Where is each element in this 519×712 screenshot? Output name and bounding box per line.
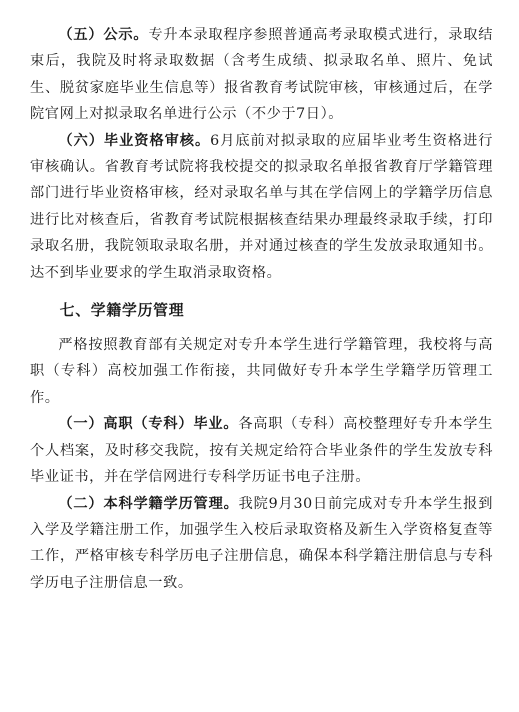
paragraph-text: 各高职（专科）高校整理好专升本学生个人档案，及时移交我院，按有关规定给符合毕业条件的学生发放专科毕业证书，并在学信网进行专科学历证书电子注册。 [30, 416, 493, 486]
paragraph-lead: （六）毕业资格审核。 [58, 132, 211, 149]
paragraph-lead: （一）高职（专科）毕业。 [58, 416, 239, 433]
paragraph-text: 严格按照教育部有关规定对专升本学生进行学籍管理，我校将与高职（专科）高校加强工作衔接，共同做好专升本学生学籍学历管理工作。 [30, 337, 493, 406]
section-heading: 七、学籍学历管理 [59, 302, 185, 320]
paragraph-text: 6月底前对拟录取的应届毕业考生资格进行审核确认。省教育考试院将我校提交的拟录取名单报省教育厅学籍管理部门进行毕业资格审核，经对录取名单与其在学信网上的学籍学历信息进行比对核查后，省教育考试院根据核查结果办理最终录取手续，打印录取名册，我院领取录取名册，并对通过核查的学生发放录取通知书。达不到毕业要求的学生取消录取资格。 [30, 132, 493, 281]
paragraph-undergraduate-records [30, 491, 493, 597]
paragraph-graduation-review [30, 128, 493, 286]
paragraph-text: 我院9月30日前完成对专升本学生报到入学及学籍注册工作，加强学生入校后录取资格及新生入学资格复查等工作，严格审核专科学历电子注册信息，确保本科学籍注册信息与专科学历电子注册信息一致。 [30, 495, 493, 591]
paragraph-vocational-graduation [30, 411, 493, 490]
paragraph-lead: （五）公示。 [58, 27, 149, 43]
paragraph-lead: （二）本科学籍学历管理。 [58, 495, 239, 512]
paragraph-intro [30, 332, 493, 411]
paragraph-publicity [30, 22, 493, 128]
paragraph-text: 专升本录取程序参照普通高考录取模式进行，录取结束后，我院及时将录取数据（含考生成绩、拟录取名单、照片、免试生、脱贫家庭毕业生信息等）报省教育考试院审核，审核通过后，在学院官网上对拟录取名单进行公示（不少于7日）。 [30, 27, 493, 123]
